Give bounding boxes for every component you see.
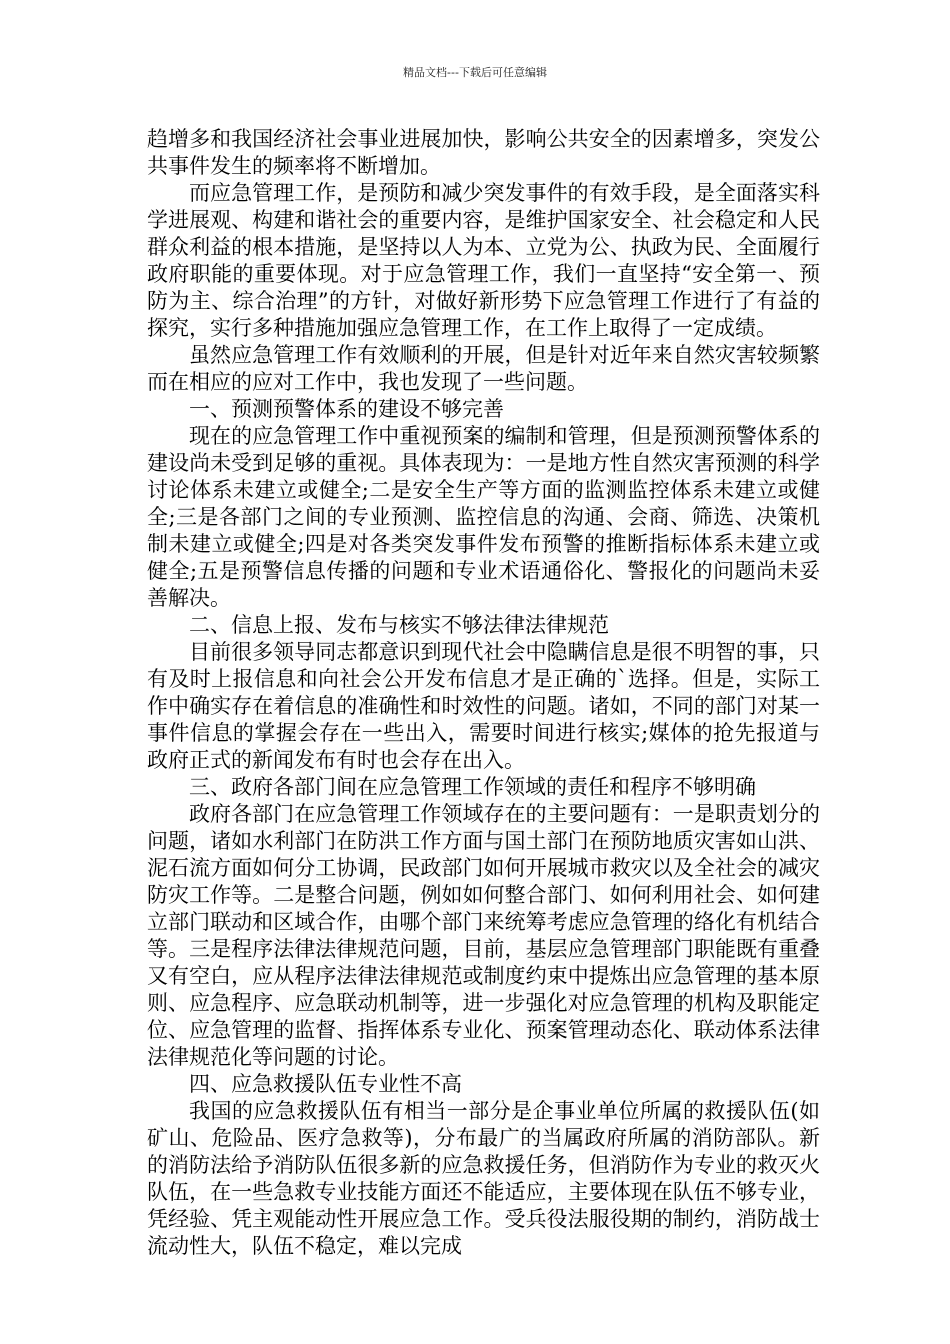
paragraph-5: 目前很多领导同志都意识到现代社会中隐瞒信息是很不明智的事，只有及时上报信息和向社会公开发布信息才是正确的`选择。但是，实际工作中确实存在着信息的准确性和时效性的问题。诸如，不同的部门对某一事件信息的掌握会存在一些出入，需要时间进行核实;媒体的抢先报道与政府正式的新闻发布有时也会存在出入。 — [147, 640, 820, 772]
paragraph-3: 虽然应急管理工作有效顺利的开展，但是针对近年来自然灾害较频繁而在相应的应对工作中，我也发现了一些问题。 — [147, 343, 820, 394]
paragraph-1: 趋增多和我国经济社会事业进展加快，影响公共安全的因素增多，突发公共事件发生的频率将不断增加。 — [147, 127, 820, 178]
document-body — [147, 126, 820, 1260]
section-heading-4: 四、应急救援队伍专业性不高 — [189, 1072, 462, 1096]
paragraph-7: 我国的应急救援队伍有相当一部分是企事业单位所属的救援队伍(如矿山、危险品、医疗急救等)，分布最广的当属政府所属的消防部队。新的消防法给予消防队伍很多新的应急救援任务，但消防作为专业的救灭火队伍，在一些急救专业技能方面还不能适应，主要体现在队伍不够专业，凭经验、凭主观能动性开展应急工作。受兵役法服役期的制约，消防战士流动性大，队伍不稳定，难以完成 — [147, 1099, 820, 1258]
section-heading-2: 二、信息上报、发布与核实不够法律法律规范 — [189, 613, 609, 637]
paragraph-6: 政府各部门在应急管理工作领域存在的主要问题有：一是职责划分的问题，诸如水利部门在防洪工作方面与国土部门在预防地质灾害如山洪、泥石流方面如何分工协调，民政部门如何开展城市救灾以及全社会的减灾防灾工作等。二是整合问题，例如如何整合部门、如何利用社会、如何建立部门联动和区域合作，由哪个部门来统筹考虑应急管理的络化有机结合等。三是程序法律法律规范问题，目前，基层应急管理部门职能既有重叠又有空白，应从程序法律法律规范或制度约束中提炼出应急管理的基本原则、应急程序、应急联动机制等，进一步强化对应急管理的机构及职能定位、应急管理的监督、指挥体系专业化、预案管理动态化、联动体系法律法律规范化等问题的讨论。 — [147, 802, 820, 1069]
page-header: 精品文档---下载后可任意编辑 — [403, 66, 547, 79]
paragraph-2: 而应急管理工作，是预防和减少突发事件的有效手段，是全面落实科学进展观、构建和谐社会的重要内容，是维护国家安全、社会稳定和人民群众利益的根本措施，是坚持以人为本、立党为公、执政为民、全面履行政府职能的重要体现。对于应急管理工作，我们一直坚持“安全第一、预防为主、综合治理”的方针，对做好新形势下应急管理工作进行了有益的探究，实行多种措施加强应急管理工作，在工作上取得了一定成绩。 — [147, 181, 820, 340]
paragraph-4: 现在的应急管理工作中重视预案的编制和管理，但是预测预警体系的建设尚未受到足够的重视。具体表现为：一是地方性自然灾害预测的科学讨论体系未建立或健全;二是安全生产等方面的监测监控体系未建立或健全;三是各部门之间的专业预测、监控信息的沟通、会商、筛选、决策机制未建立或健全;四是对各类突发事件发布预警的推断指标体系未建立或健全;五是预警信息传播的问题和专业术语通俗化、警报化的问题尚未妥善解决。 — [147, 424, 820, 610]
section-heading-1: 一、预测预警体系的建设不够完善 — [189, 397, 504, 421]
section-heading-3: 三、政府各部门间在应急管理工作领域的责任和程序不够明确 — [189, 775, 756, 799]
